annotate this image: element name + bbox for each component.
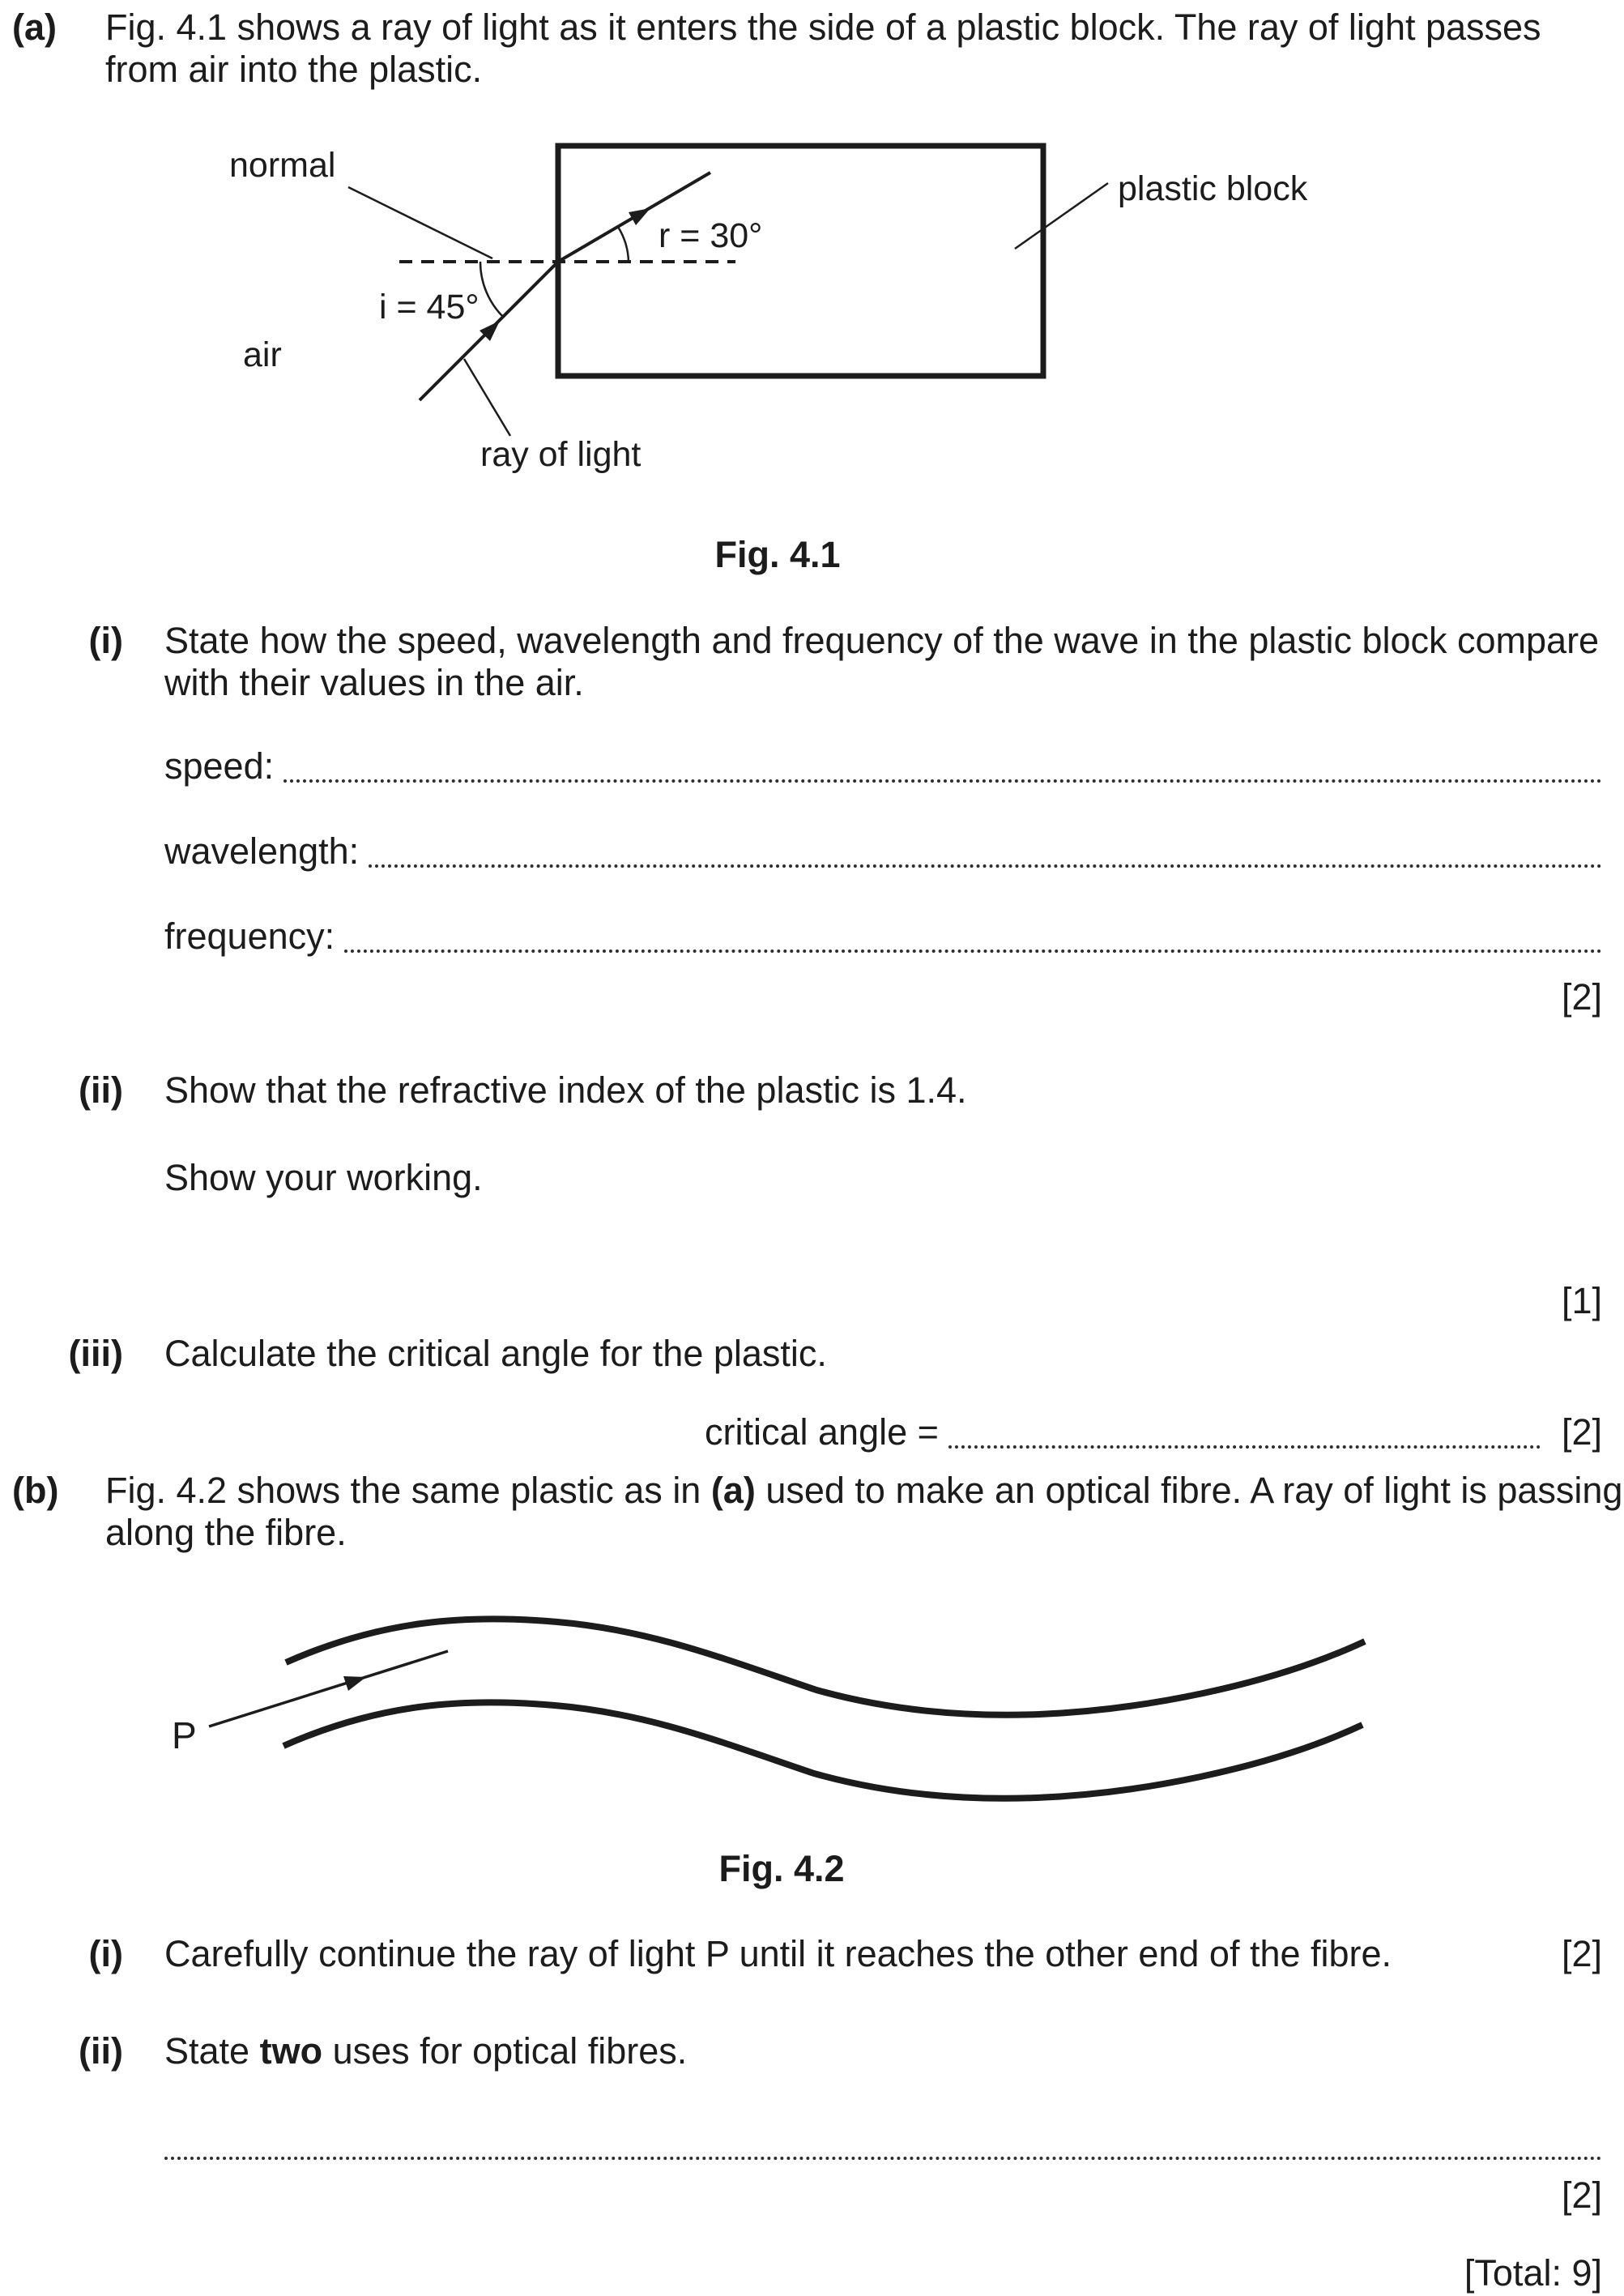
ray-p [209, 1651, 448, 1726]
part-a-marker: (a) [12, 6, 57, 48]
question-a-ii [0, 1069, 1602, 1112]
critical-angle-dotted-line [948, 1445, 1541, 1449]
critical-angle-label: critical angle = [705, 1411, 939, 1453]
question-b-i-text: Carefully continue the ray of light P until it reaches the other end of the fibre. [164, 1933, 1392, 1974]
part-b-intro [0, 1470, 1623, 1554]
wavelength-answer-dotted-line [369, 864, 1602, 868]
total-marks: [Total: 9] [1464, 2252, 1602, 2294]
question-a-i-line1: State how the speed, wavelength and frequency of the wave in the plastic block compare [164, 620, 1600, 661]
angle-r-arc [618, 227, 629, 262]
question-b-ii-text-two: two [259, 2030, 323, 2072]
ray-of-light-label: ray of light [480, 435, 642, 474]
ray-of-light-pointer-line [464, 359, 510, 436]
show-working-text: Show your working. [164, 1157, 483, 1198]
show-working-row [0, 1157, 1602, 1199]
part-b-line1-ref-a: (a) [710, 1470, 756, 1511]
part-a-line1: Fig. 4.1 shows a ray of light as it enters the side of a plastic block. The ray of light passes [105, 6, 1541, 48]
question-b-ii-marker: (ii) [79, 2030, 123, 2072]
frequency-answer-dotted-line [344, 950, 1602, 953]
marks-a-ii: [1] [1561, 1280, 1602, 1321]
question-a-i-marker: (i) [88, 620, 123, 661]
part-a-line2: from air into the plastic. [105, 49, 483, 90]
angle-r-label: r = 30° [659, 216, 763, 255]
plastic-block-pointer-line [1015, 183, 1108, 249]
question-b-ii-text-pre: State [164, 2030, 260, 2072]
normal-label: normal [229, 146, 336, 185]
part-b-marker: (b) [12, 1470, 59, 1511]
plastic-block-label: plastic block [1118, 169, 1308, 208]
fibre-lower-boundary [283, 1702, 1362, 1798]
part-b-line1-pre: Fig. 4.2 shows the same plastic as in [105, 1470, 711, 1511]
question-a-i-line2: with their values in the air. [164, 662, 584, 703]
fig-4-1-caption: Fig. 4.1 [714, 534, 841, 575]
question-a-iii-text: Calculate the critical angle for the plastic. [164, 1333, 827, 1374]
part-b-line1-post: used to make an optical fibre. A ray of light is passing [755, 1470, 1623, 1511]
normal-pointer-line [348, 187, 492, 258]
speed-answer-dotted-line [283, 779, 1602, 783]
question-a-iii [0, 1333, 1602, 1375]
question-b-ii [0, 2030, 1602, 2072]
answer-line-speed [164, 745, 1602, 787]
answer-line-wavelength [164, 830, 1602, 873]
refracted-ray-arrowhead [629, 208, 650, 225]
question-b-i-marker: (i) [88, 1933, 123, 1974]
part-b-line1 [105, 1470, 1623, 1512]
ray-p-arrowhead [343, 1676, 366, 1691]
p-label: P [172, 1714, 197, 1756]
angle-i-label: i = 45° [379, 288, 480, 326]
question-b-ii-text [164, 2030, 1602, 2072]
question-b-ii-text-post: uses for optical fibres. [322, 2030, 688, 2072]
fig-4-1-diagram [0, 97, 1624, 616]
marks-b-i: [2] [1561, 1933, 1602, 1974]
marks-b-ii: [2] [1561, 2174, 1602, 2216]
question-b-i [0, 1933, 1602, 1975]
marks-a-i: [2] [1561, 976, 1602, 1018]
part-a-intro [0, 6, 1602, 91]
speed-label: speed: [164, 745, 275, 787]
critical-angle-answer-row [705, 1411, 1602, 1453]
question-a-ii-text: Show that the refractive index of the plastic is 1.4. [164, 1069, 967, 1111]
wavelength-label: wavelength: [164, 830, 360, 872]
air-label: air [243, 335, 282, 374]
fibre-upper-boundary [286, 1619, 1365, 1714]
question-a-i [0, 620, 1602, 704]
frequency-label: frequency: [164, 915, 335, 957]
question-a-iii-marker: (iii) [68, 1333, 123, 1374]
marks-a-iii: [2] [1561, 1411, 1602, 1453]
part-b-line2: along the fibre. [105, 1512, 347, 1553]
fig-4-2-diagram [0, 1564, 1624, 1912]
angle-i-arc [480, 262, 503, 317]
question-a-ii-marker: (ii) [79, 1069, 123, 1111]
b-ii-answer-dotted-line [164, 2115, 1602, 2160]
answer-line-frequency [164, 915, 1602, 958]
fig-4-2-caption: Fig. 4.2 [718, 1848, 845, 1889]
